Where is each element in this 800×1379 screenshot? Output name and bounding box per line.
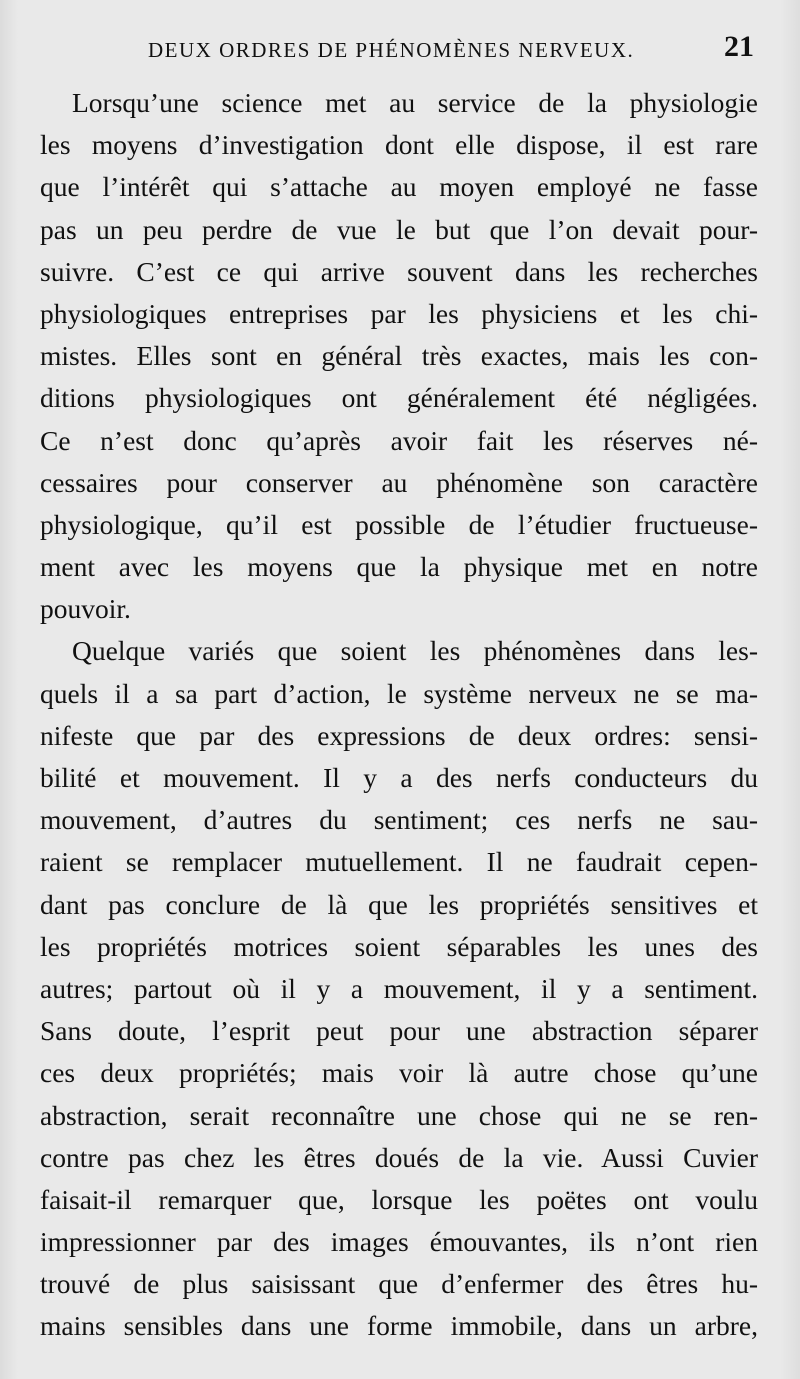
- body-text: [40, 82, 758, 1348]
- text-line: nifeste que par des expressions de deux ordres: sensi-: [40, 719, 758, 751]
- page-number: 21: [724, 30, 754, 63]
- text-line: bilité et mouvement. Il y a des nerfs conducteurs du: [40, 762, 758, 793]
- text-line: les propriétés motrices soient séparables les unes des: [40, 930, 758, 962]
- text-line: que l’intérêt qui s’attache au moyen employé ne fasse: [40, 171, 758, 203]
- text-line: cessaires pour conserver au phénomène son caractère: [40, 466, 758, 498]
- text-line: les moyens d’investigation dont elle dispose, il est rare: [40, 129, 758, 161]
- text-line: abstraction, serait reconnaître une chose qui ne se ren-: [40, 1099, 758, 1131]
- page-header: [40, 30, 758, 70]
- text-line: suivre. C’est ce qui arrive souvent dans les recherches: [40, 255, 758, 287]
- text-line: ces deux propriétés; mais voir là autre chose qu’une: [40, 1057, 758, 1089]
- text-line: raient se remplacer mutuellement. Il ne faudrait cepen-: [40, 846, 758, 878]
- text-line: Sans doute, l’esprit peut pour une abstraction séparer: [40, 1015, 758, 1047]
- text-line: mistes. Elles sont en général très exactes, mais les con-: [40, 340, 758, 372]
- text-line: pouvoir.: [40, 593, 131, 625]
- text-line: quels il a sa part d’action, le système nerveux ne se ma-: [40, 677, 758, 709]
- text-line: dant pas conclure de là que les propriétés sensitives et: [40, 888, 758, 920]
- text-line: trouvé de plus saisissant que d’enfermer des êtres hu-: [40, 1268, 758, 1300]
- running-title: DEUX ORDRES DE PHÉNOMÈNES NERVEUX.: [148, 38, 635, 62]
- text-line: Lorsqu’une science met au service de la physiologie: [72, 87, 758, 118]
- paragraph: [40, 82, 758, 630]
- text-line: contre pas chez les êtres doués de la vie. Aussi Cuvier: [40, 1141, 758, 1173]
- text-line: mains sensibles dans une forme immobile, dans un arbre,: [40, 1310, 758, 1342]
- text-line: impressionner par des images émouvantes, ils n’ont rien: [40, 1226, 758, 1258]
- text-line: faisait-il remarquer que, lorsque les poëtes ont voulu: [40, 1183, 758, 1215]
- text-line: mouvement, d’autres du sentiment; ces nerfs ne sau-: [40, 804, 758, 836]
- text-line: physiologique, qu’il est possible de l’étudier fructueuse-: [40, 508, 758, 540]
- text-line: ment avec les moyens que la physique met en notre: [40, 551, 758, 583]
- text-line: ditions physiologiques ont généralement été négligées.: [40, 382, 758, 414]
- text-line: pas un peu perdre de vue le but que l’on devait pour-: [40, 213, 758, 245]
- text-line: physiologiques entreprises par les physiciens et les chi-: [40, 297, 758, 329]
- text-line: Ce n’est donc qu’après avoir fait les réserves né-: [40, 424, 758, 456]
- text-line: Quelque variés que soient les phénomènes dans les-: [72, 635, 758, 667]
- text-line: autres; partout où il y a mouvement, il y a sentiment.: [40, 972, 758, 1004]
- paragraph: [40, 630, 758, 1347]
